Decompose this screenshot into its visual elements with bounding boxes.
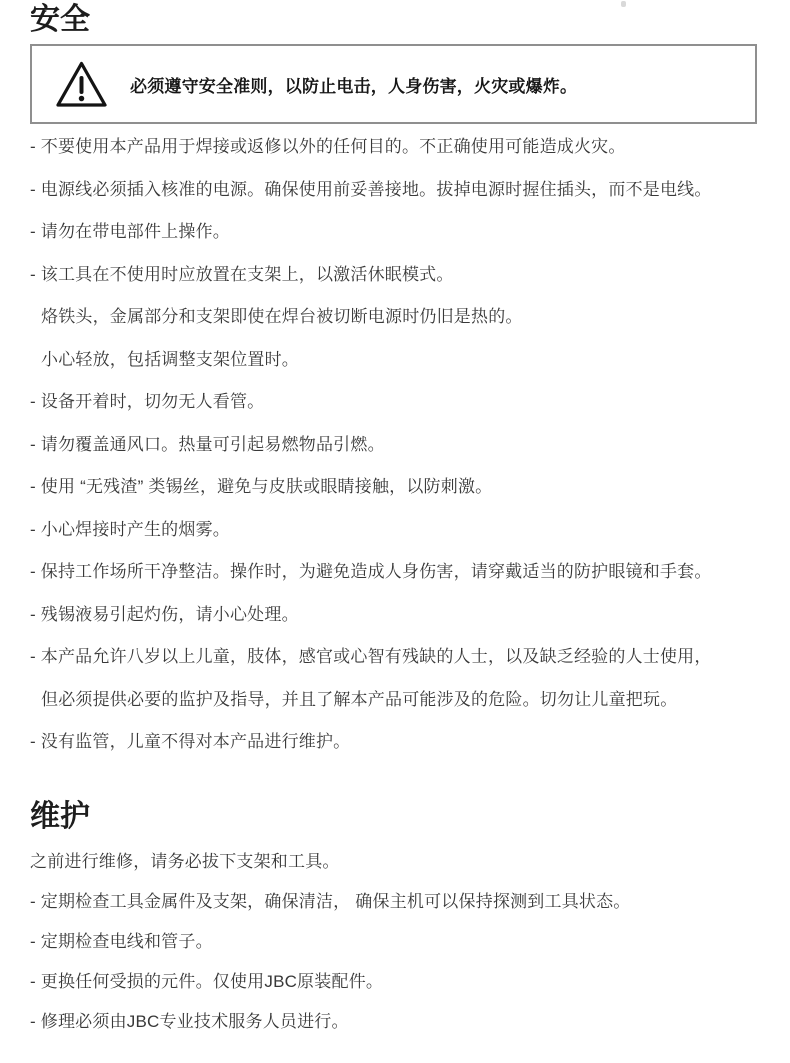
safety-item: - 该工具在不使用时应放置在支架上，以激活休眠模式。 (30, 264, 454, 284)
safety-item: - 没有监管，儿童不得对本产品进行维护。 (30, 732, 351, 751)
section-title-maintenance: 维护 (30, 799, 90, 833)
safety-item: - 电源线必须插入核准的电源。确保使用前妥善接地。拔掉电源时握住插头，而不是电线。 (30, 179, 712, 199)
maintenance-item: - 更换任何受损的元件。仅使用JBC原装配件。 (30, 971, 384, 991)
safety-item: - 请勿在带电部件上操作。 (30, 222, 230, 241)
safety-list (30, 126, 757, 764)
warning-text: 必须遵守安全准则，以防止电击，人身伤害，火灾或爆炸。 (130, 76, 578, 96)
safety-item: 但必须提供必要的监护及指导，并且了解本产品可能涉及的危险。切勿让儿童把玩。 (41, 689, 678, 709)
maintenance-list (30, 842, 757, 1042)
scan-artifact (621, 1, 626, 7)
safety-item: - 保持工作场所干净整洁。操作时，为避免造成人身伤害，请穿戴适当的防护眼镜和手套。 (30, 562, 712, 581)
safety-item: - 残锡液易引起灼伤，请小心处理。 (30, 604, 299, 624)
maintenance-item: - 定期检查工具金属件及支架，确保清洁， 确保主机可以保持探测到工具状态。 (30, 891, 631, 911)
maintenance-item: - 定期检查电线和管子。 (30, 931, 213, 951)
safety-item: - 不要使用本产品用于焊接或返修以外的任何目的。不正确使用可能造成火灾。 (30, 137, 626, 156)
section-title-safety: 安全 (30, 3, 90, 36)
warning-triangle-icon (55, 60, 108, 109)
safety-item: - 本产品允许八岁以上儿童，肢体，感官或心智有残缺的人士，以及缺乏经验的人士使用， (30, 647, 712, 666)
maintenance-item: 之前进行维修，请务必拔下支架和工具。 (30, 851, 340, 871)
safety-item: - 使用 “无残渣” 类锡丝，避免与皮肤或眼睛接触，以防刺激。 (30, 477, 493, 496)
warning-box (30, 44, 757, 124)
safety-item: 小心轻放，包括调整支架位置时。 (41, 349, 299, 369)
safety-item: 烙铁头，金属部分和支架即使在焊台被切断电源时仍旧是热的。 (41, 307, 523, 326)
maintenance-item: - 修理必须由JBC专业技术服务人员进行。 (30, 1011, 349, 1031)
safety-item: - 小心焊接时产生的烟雾。 (30, 519, 230, 539)
safety-item: - 设备开着时，切勿无人看管。 (30, 392, 265, 411)
safety-item: - 请勿覆盖通风口。热量可引起易燃物品引燃。 (30, 434, 385, 454)
